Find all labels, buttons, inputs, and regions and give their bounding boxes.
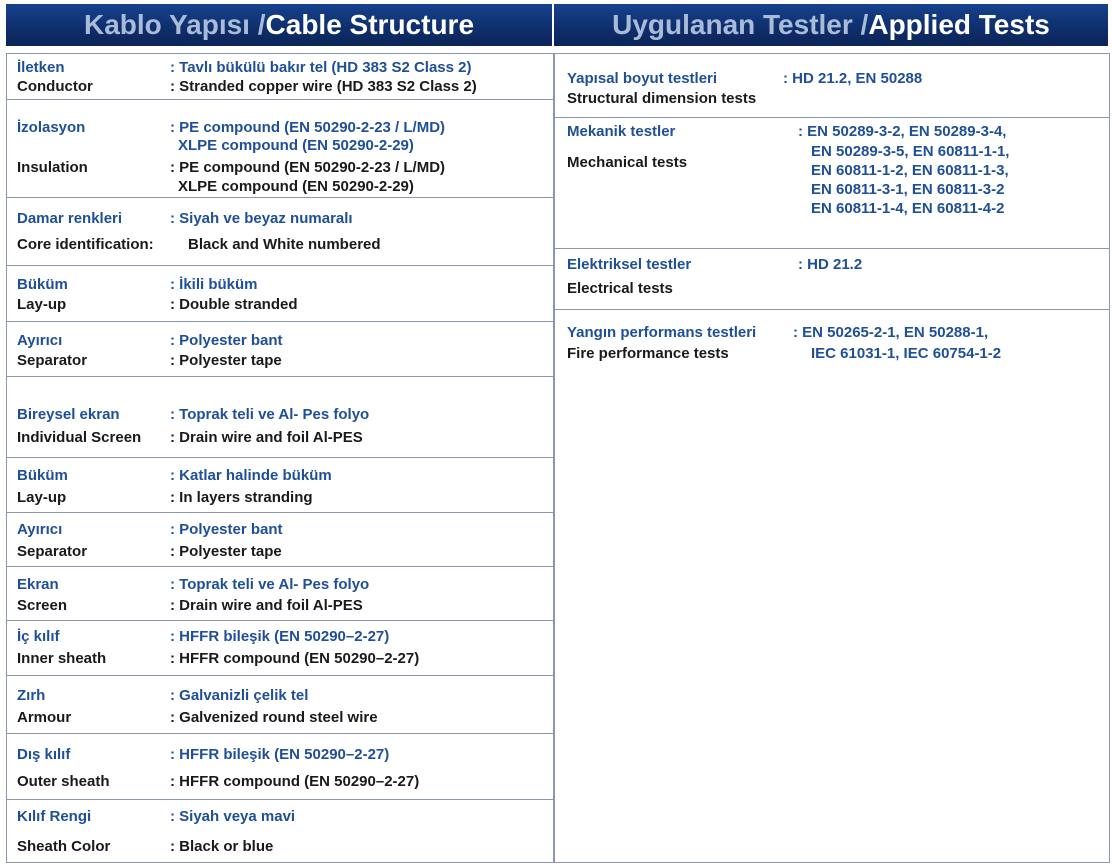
- structure-en-value: : In layers stranding: [170, 489, 313, 506]
- structure-en-label: Insulation: [17, 159, 88, 176]
- structure-tr-value: : Polyester bant: [170, 521, 283, 538]
- test-value-line: EN 60811-1-2, EN 60811-1-3,: [811, 162, 1009, 179]
- structure-en-label: Lay-up: [17, 296, 67, 313]
- test-row-structural: [555, 54, 1109, 118]
- test-tr-label: Elektriksel testler: [567, 256, 692, 273]
- cable-structure-header-tr: Kablo Yapısı /: [83, 9, 266, 40]
- header-bar: [6, 4, 1108, 46]
- structure-en-value: : Galvenized round steel wire: [170, 709, 378, 726]
- test-en-label: Structural dimension tests: [567, 90, 757, 107]
- structure-en-label: Sheath Color: [17, 838, 111, 855]
- structure-row-separator-2: [7, 513, 553, 567]
- structure-en-label: Separator: [17, 543, 88, 560]
- structure-en-label: Screen: [17, 597, 68, 614]
- structure-en-value: : Polyester tape: [170, 352, 282, 369]
- test-value-line: : HD 21.2, EN 50288: [783, 70, 923, 87]
- structure-tr-value: : Toprak teli ve Al- Pes folyo: [170, 406, 370, 423]
- structure-en-label: Lay-up: [17, 489, 67, 506]
- structure-tr-value: : HFFR bileşik (EN 50290–2-27): [170, 746, 390, 763]
- structure-en-value-2: XLPE compound (EN 50290-2-29): [178, 178, 414, 195]
- structure-en-label: Outer sheath: [17, 773, 110, 790]
- structure-row-armour: [7, 676, 553, 734]
- structure-en-value: : PE compound (EN 50290-2-23 / L/MD): [170, 159, 446, 176]
- structure-tr-label: Ayırıcı: [17, 332, 63, 349]
- structure-row-lay-up-layers: [7, 458, 553, 513]
- structure-row-separator: [7, 322, 553, 377]
- structure-en-value: : Polyester tape: [170, 543, 282, 560]
- structure-en-label: Inner sheath: [17, 650, 107, 667]
- structure-tr-value: : Katlar halinde büküm: [170, 467, 332, 484]
- structure-tr-label: Ekran: [17, 576, 59, 593]
- test-value-line: : HD 21.2: [798, 256, 863, 273]
- test-en-label: Fire performance tests: [567, 345, 729, 362]
- structure-en-value: : Drain wire and foil Al-PES: [170, 597, 363, 614]
- structure-tr-label: Damar renkleri: [17, 210, 123, 227]
- structure-tr-value: : Galvanizli çelik tel: [170, 687, 309, 704]
- content-panels: [6, 53, 1108, 863]
- applied-tests-header-en: Applied Tests: [868, 9, 1050, 40]
- structure-tr-value: : Tavlı bükülü bakır tel (HD 383 S2 Class 2): [170, 59, 472, 76]
- structure-row-insulation: [7, 100, 553, 198]
- test-row-electrical: [555, 249, 1109, 310]
- applied-tests-header: [554, 4, 1108, 46]
- structure-en-value: : HFFR compound (EN 50290–2-27): [170, 650, 420, 667]
- test-value-line: IEC 61031-1, IEC 60754-1-2: [811, 345, 1002, 362]
- structure-tr-label: Dış kılıf: [17, 746, 71, 763]
- test-en-label: Electrical tests: [567, 280, 673, 297]
- test-row-mechanical: [555, 118, 1109, 249]
- structure-tr-value: : Toprak teli ve Al- Pes folyo: [170, 576, 370, 593]
- structure-en-value: : Double stranded: [170, 296, 298, 313]
- structure-en-value: : Drain wire and foil Al-PES: [170, 429, 363, 446]
- applied-tests-header-tr: Uygulanan Testler /: [612, 9, 869, 40]
- structure-tr-label: Zırh: [17, 687, 46, 704]
- structure-tr-label: İzolasyon: [17, 119, 86, 136]
- structure-tr-label: Ayırıcı: [17, 521, 63, 538]
- structure-tr-value: : Siyah ve beyaz numaralı: [170, 210, 353, 227]
- test-value-line: : EN 50289-3-2, EN 50289-3-4,: [798, 123, 1007, 140]
- structure-tr-value: : Siyah veya mavi: [170, 808, 296, 825]
- structure-tr-value-2: XLPE compound (EN 50290-2-29): [178, 137, 414, 154]
- test-tr-label: Yapısal boyut testleri: [567, 70, 718, 87]
- applied-tests-panel: [554, 53, 1110, 863]
- structure-tr-value: : İkili büküm: [170, 276, 258, 293]
- test-value-line: EN 50289-3-5, EN 60811-1-1,: [811, 143, 1010, 160]
- structure-row-individual-screen: [7, 377, 553, 458]
- structure-row-screen: [7, 567, 553, 621]
- test-value-line: EN 60811-3-1, EN 60811-3-2: [811, 181, 1005, 198]
- structure-en-value: : Black or blue: [170, 838, 274, 855]
- structure-tr-value: : HFFR bileşik (EN 50290–2-27): [170, 628, 390, 645]
- structure-tr-value: : PE compound (EN 50290-2-23 / L/MD): [170, 119, 446, 136]
- structure-en-label: Separator: [17, 352, 88, 369]
- cable-structure-panel: [6, 53, 554, 863]
- test-tr-label: Mekanik testler: [567, 123, 676, 140]
- cable-structure-header: [6, 4, 552, 46]
- structure-en-value: : Stranded copper wire (HD 383 S2 Class 2): [170, 78, 477, 95]
- structure-en-label: Individual Screen: [17, 429, 142, 446]
- structure-en-label: Conductor: [17, 78, 93, 95]
- structure-en-label: Armour: [17, 709, 72, 726]
- structure-tr-label: Kılıf Rengi: [17, 808, 92, 825]
- structure-tr-value: : Polyester bant: [170, 332, 283, 349]
- structure-tr-label: Bireysel ekran: [17, 406, 120, 423]
- structure-tr-label: İç kılıf: [17, 628, 60, 645]
- structure-row-lay-up: [7, 266, 553, 322]
- test-value-line: EN 60811-1-4, EN 60811-4-2: [811, 200, 1005, 217]
- structure-row-conductor: [7, 54, 553, 100]
- structure-tr-label: İletken: [17, 59, 65, 76]
- structure-tr-label: Büküm: [17, 467, 68, 484]
- structure-row-inner-sheath: [7, 621, 553, 676]
- test-en-label: Mechanical tests: [567, 154, 688, 171]
- structure-en-value: : HFFR compound (EN 50290–2-27): [170, 773, 420, 790]
- structure-row-outer-sheath: [7, 734, 553, 800]
- structure-row-sheath-color: [7, 800, 553, 862]
- structure-tr-label: Büküm: [17, 276, 68, 293]
- structure-en-value: Black and White numbered: [188, 236, 381, 253]
- cable-structure-header-en: Cable Structure: [265, 9, 475, 40]
- test-tr-label: Yangın performans testleri: [567, 324, 757, 341]
- structure-en-label: Core identification:: [17, 236, 154, 253]
- test-value-line: : EN 50265-2-1, EN 50288-1,: [793, 324, 989, 341]
- structure-row-core-identification: [7, 198, 553, 266]
- test-row-fire: [555, 310, 1109, 862]
